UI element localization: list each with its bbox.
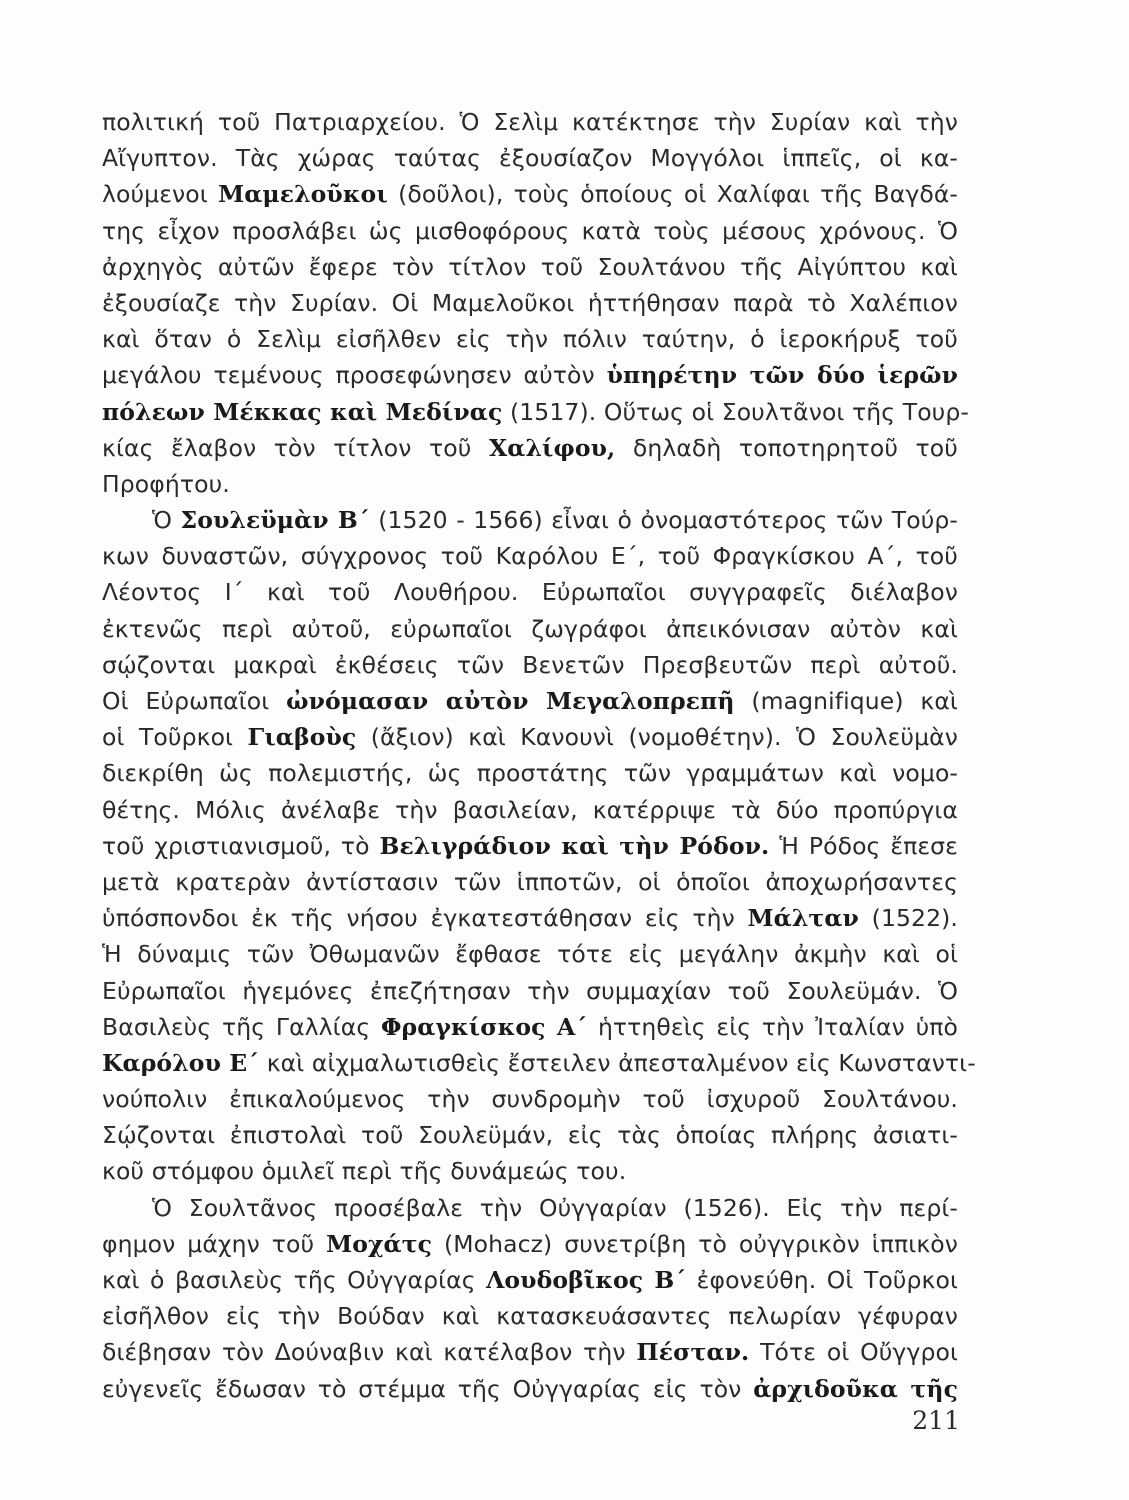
text-line	[102, 1371, 958, 1407]
text-run: της εἶχον προσλάβει ὡς μισθοφόρους κατὰ τοὺς μέσους χρόνους. Ὁ	[102, 216, 958, 245]
text-line	[102, 430, 958, 466]
text-run: ἀρχηγὸς αὐτῶν ἔφερε τὸν τίτλον τοῦ Σουλτάνου τῆς Αἰγύπτου καὶ	[102, 252, 958, 281]
text-run: Προφήτου.	[102, 469, 230, 498]
text-line	[102, 755, 958, 791]
text-line	[102, 502, 958, 538]
text-run: Αἴγυπτον. Τὰς χώρας ταύτας ἐξουσίαζον Μογγόλοι ἱππεῖς, οἱ κα-	[102, 144, 958, 173]
text-line	[102, 574, 958, 610]
text-run: λούμενοι	[102, 180, 219, 209]
text-run: Εὐρωπαῖοι ἡγεμόνες ἐπεζήτησαν τὴν συμμαχίαν τοῦ Σουλεϋμάν. Ὁ	[102, 976, 958, 1005]
text-line	[102, 357, 958, 393]
bold-term: Πέσταν.	[636, 1338, 750, 1367]
text-run: Τότε οἱ Οὔγγροι	[749, 1338, 958, 1367]
bold-term: Μάλταν	[747, 904, 859, 933]
text-line	[102, 1045, 976, 1081]
text-run: διέβησαν τὸν Δούναβιν καὶ κατέλαβον τὴν	[102, 1338, 637, 1367]
text-line	[102, 1298, 958, 1334]
text-run: κοῦ στόμφου ὁμιλεῖ περὶ τῆς δυνάμεώς του.	[102, 1157, 627, 1186]
text-line	[102, 176, 958, 212]
text-run: Λέοντος Ι΄ καὶ τοῦ Λουθήρου. Εὐρωπαῖοι συγγραφεῖς διέλαβον	[102, 578, 958, 607]
text-run: θέτης. Μόλις ἀνέλαβε τὴν βασιλείαν, κατέρριψε τὰ δύο προπύργια	[102, 795, 958, 824]
text-run: ἐκτενῶς περὶ αὐτοῦ, εὐρωπαῖοι ζωγράφοι ἀπεικόνισαν αὐτὸν καὶ	[102, 614, 958, 643]
text-run: εἰσῆλθον εἰς τὴν Βούδαν καὶ κατασκευάσαντες πελωρίαν γέφυραν	[102, 1302, 958, 1331]
bold-term: Καρόλου Ε΄	[102, 1048, 260, 1077]
text-run: νούπολιν ἐπικαλούμενος τὴν συνδρομὴν τοῦ ἰσχυροῦ Σουλτάνου.	[102, 1085, 958, 1114]
text-line	[102, 792, 958, 828]
bold-term: Βελιγράδιον καὶ τὴν Ρόδον.	[379, 831, 770, 860]
text-line	[102, 864, 958, 900]
text-line	[102, 936, 958, 972]
bold-term: ἀρχιδοῦκα τῆς	[753, 1374, 958, 1403]
text-line	[102, 1262, 958, 1298]
text-run: Ὁ	[152, 506, 181, 535]
text-run: (1522).	[858, 904, 958, 933]
text-line	[102, 1226, 958, 1262]
text-run: καὶ ὅταν ὁ Σελὶμ εἰσῆλθεν εἰς τὴν πόλιν ταύτην, ὁ ἱεροκήρυξ τοῦ	[102, 325, 958, 354]
text-run: Οἱ Εὐρωπαῖοι	[102, 687, 287, 715]
text-run: (magnifique) καὶ	[734, 687, 958, 715]
bold-term: Σουλεϋμὰν Β΄	[180, 506, 370, 535]
text-run: ἡττηθεὶς εἰς τὴν Ἰταλίαν ὑπὸ	[587, 1012, 958, 1041]
text-run: ἐφονεύθη. Οἱ Τοῦρκοι	[686, 1266, 959, 1294]
text-line	[102, 900, 958, 936]
text-run: καὶ ὁ βασιλεὺς τῆς Οὐγγαρίας	[102, 1266, 487, 1294]
text-line	[102, 683, 958, 719]
text-run: ὑπόσπονδοι ἐκ τῆς νήσου ἐγκατεστάθησαν εἰς τὴν	[102, 904, 748, 933]
text-run: σῴζονται μακραὶ ἐκθέσεις τῶν Βενετῶν Πρεσβευτῶν περὶ αὐτοῦ.	[102, 650, 958, 679]
body-text	[102, 104, 976, 1407]
page-number: 211	[912, 1406, 960, 1435]
text-line	[102, 719, 958, 755]
text-run: Βασιλεὺς τῆς Γαλλίας	[102, 1012, 381, 1041]
bold-term: Χαλίφου,	[488, 433, 616, 462]
text-line	[102, 1117, 958, 1153]
text-line	[102, 1190, 958, 1226]
text-run: φημον μάχην τοῦ	[102, 1229, 327, 1258]
text-run: εὐγενεῖς ἔδωσαν τὸ στέμμα τῆς Οὐγγαρίας εἰς τὸν	[102, 1374, 754, 1403]
text-run: (ἄξιον) καὶ Κανουνὶ (νομοθέτην). Ὁ Σουλεϋμὰν	[356, 723, 958, 752]
text-line	[102, 1009, 958, 1045]
text-line	[102, 611, 958, 647]
bold-term: ὠνόμασαν αὐτὸν Μεγαλοπρεπῆ	[286, 687, 735, 715]
text-line	[102, 394, 969, 430]
text-line	[102, 1334, 958, 1370]
text-line	[102, 140, 958, 176]
bold-term: Φραγκίσκος Α΄	[380, 1012, 588, 1041]
bold-term: πόλεων Μέκκας καὶ Μεδίνας	[102, 397, 503, 426]
bold-term: Γιαβοὺς	[247, 723, 357, 752]
text-run: Ὁ Σουλτᾶνος προσέβαλε τὴν Οὐγγαρίαν (1526). Εἰς τὴν περί-	[152, 1193, 958, 1222]
bold-term: ὑπηρέτην τῶν δύο ἱερῶν	[606, 361, 958, 390]
text-run: (1520 - 1566) εἶναι ὁ ὀνομαστότερος τῶν Τούρ-	[369, 506, 958, 535]
text-run: Ἡ δύναμις τῶν Ὀθωμανῶν ἔφθασε τότε εἰς μεγάλην ἀκμὴν καὶ οἱ	[102, 940, 958, 969]
text-line	[102, 213, 958, 249]
text-line	[102, 321, 958, 357]
text-run: (1517). Οὕτως οἱ Σουλτᾶνοι τῆς Τουρ-	[502, 397, 969, 426]
text-run: μετὰ κρατερὰν ἀντίστασιν τῶν ἱπποτῶν, οἱ ὁποῖοι ἀποχωρήσαντες	[102, 867, 958, 896]
text-run: δηλαδὴ τοποτηρητοῦ τοῦ	[615, 433, 958, 462]
text-run: καὶ αἰχμαλωτισθεὶς ἔστειλεν ἀπεσταλμένον εἰς Κωνσταντι-	[259, 1048, 976, 1077]
text-run: Ἡ Ρόδος ἔπεσε	[769, 831, 958, 860]
text-run: ἐξουσίαζε τὴν Συρίαν. Οἱ Μαμελοῦκοι ἡττήθησαν παρὰ τὸ Χαλέπιον	[102, 288, 958, 317]
text-run: μεγάλου τεμένους προσεφώνησεν αὐτὸν	[102, 361, 607, 390]
text-line	[102, 285, 958, 321]
text-run: οἱ Τοῦρκοι	[102, 723, 248, 752]
bold-term: Μοχάτς	[326, 1229, 433, 1258]
text-line	[102, 1153, 958, 1189]
text-line	[102, 538, 958, 574]
text-run: (δοῦλοι), τοὺς ὁποίους οἱ Χαλίφαι τῆς Βαγδά-	[387, 180, 958, 209]
text-line	[102, 973, 958, 1009]
text-run: κίας ἔλαβον τὸν τίτλον τοῦ	[102, 433, 489, 462]
text-run: διεκρίθη ὡς πολεμιστής, ὡς προστάτης τῶν γραμμάτων καὶ νομο-	[102, 759, 958, 788]
text-run: τοῦ χριστιανισμοῦ, τὸ	[102, 831, 380, 860]
text-line	[102, 1081, 958, 1117]
text-run: πολιτική τοῦ Πατριαρχείου. Ὁ Σελὶμ κατέκτησε τὴν Συρίαν καὶ τὴν	[102, 108, 958, 136]
text-line	[102, 104, 958, 140]
text-line	[102, 249, 958, 285]
bold-term: Λουδοβῖκος Β΄	[486, 1266, 687, 1294]
text-line	[102, 466, 958, 502]
text-line	[102, 828, 958, 864]
text-run: (Mohacz) συνετρίβη τὸ οὐγγρικὸν ἱππικὸν	[432, 1229, 958, 1258]
bold-term: Μαμελοῦκοι	[218, 180, 388, 209]
text-run: κων δυναστῶν, σύγχρονος τοῦ Καρόλου Ε΄, τοῦ Φραγκίσκου Α΄, τοῦ	[102, 542, 958, 571]
text-run: Σῴζονται ἐπιστολαὶ τοῦ Σουλεϋμάν, εἰς τὰς ὁποίας πλήρης ἀσιατι-	[102, 1121, 958, 1150]
text-line	[102, 647, 958, 683]
